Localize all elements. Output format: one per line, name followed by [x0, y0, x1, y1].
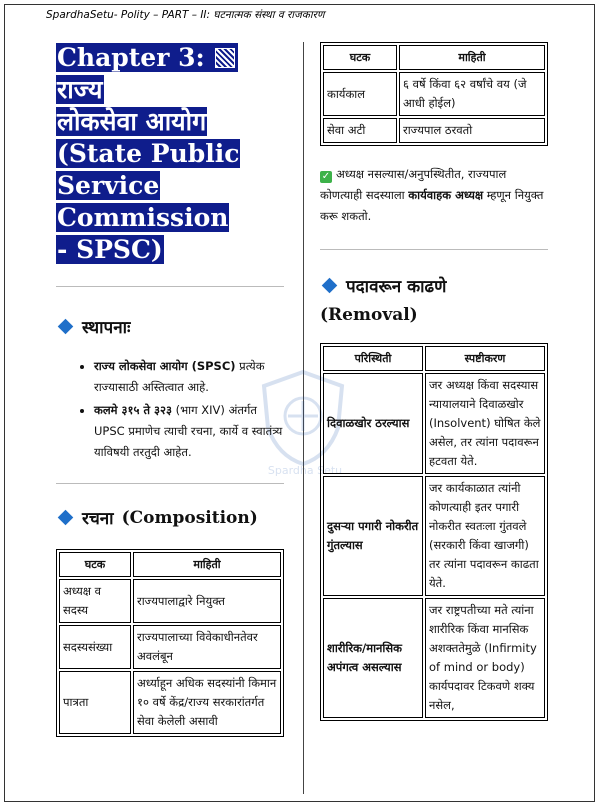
table-cell: राज्यपालाद्वारे नियुक्त	[133, 579, 281, 623]
striped-square-icon	[215, 48, 235, 68]
list-item-text: (भाग XIV) अंतर्गत UPSC प्रमाणेच त्याची रचना, कार्ये व स्वातंत्र्य याविषयी तरतुदी आहेत.	[94, 403, 283, 459]
table-cell: ६ वर्षे किंवा ६२ वर्षांचे वय (जे आधी होईल)	[399, 72, 545, 116]
watermark-text: Spardha Setu	[267, 464, 343, 477]
table-cell: अर्ध्याहून अधिक सदस्यांनी किमान १० वर्षे केंद्र/राज्य सरकारांतर्गत सेवा केलेली असावी	[133, 671, 281, 734]
table-cell: कार्यकाल	[323, 72, 397, 116]
table-row	[59, 671, 281, 734]
column-header: परिस्थिती	[323, 346, 423, 371]
chapter-title-part2: लोकसेवा आयोग	[57, 107, 207, 136]
chapter-title	[56, 42, 284, 266]
diamond-bullet-icon	[58, 319, 74, 335]
removal-heading	[320, 274, 548, 297]
note-text: अध्यक्ष नसल्यास/अनुपस्थितीत, राज्यपाल कोणत्याही सदस्याला	[320, 167, 507, 202]
column-header: माहिती	[133, 552, 281, 577]
table-cell: शारीरिक/मानसिक अपंगत्व असल्यास	[323, 598, 423, 718]
column-header: घटक	[59, 552, 131, 577]
establishment-list	[56, 356, 284, 463]
right-column	[320, 42, 548, 721]
left-column	[56, 42, 284, 737]
table-header-row	[59, 552, 281, 577]
composition-table	[56, 549, 284, 737]
chapter-title-english-3: - SPSC)	[57, 235, 163, 264]
acting-chairman-note	[320, 164, 548, 227]
table-row	[323, 72, 545, 116]
table-cell: सेवा अटी	[323, 118, 397, 143]
check-mark-icon: ✓	[321, 171, 331, 182]
column-header: माहिती	[399, 45, 545, 70]
list-item-bold: राज्य लोकसेवा आयोग (SPSC)	[94, 359, 236, 373]
table-row	[59, 625, 281, 669]
diamond-bullet-icon	[322, 278, 338, 294]
note-bold: कार्यवाहक अध्यक्ष	[408, 188, 484, 202]
removal-table	[320, 343, 548, 721]
list-item-bold: कलमे ३१५ ते ३२३	[94, 403, 172, 417]
column-header: घटक	[323, 45, 397, 70]
list-item	[94, 356, 284, 398]
section-rule	[320, 249, 548, 250]
tenure-table	[320, 42, 548, 146]
chapter-title-english-2: Service Commission	[57, 171, 229, 232]
table-cell: सदस्यसंख्या	[59, 625, 131, 669]
chapter-number: Chapter 3:	[57, 43, 205, 72]
chapter-title-english-1: (State Public	[57, 139, 240, 168]
table-cell: जर राष्ट्रपतीच्या मते त्यांना शारीरिक किंवा मानसिक अशक्ततेमुळे (Infirmity of mind or body) कार्यपदावर टिकवणे शक्य नसेल,	[425, 598, 545, 718]
composition-heading	[56, 506, 284, 529]
table-cell: पात्रता	[59, 671, 131, 734]
composition-heading-mr: रचना	[82, 509, 114, 529]
running-header: SpardhaSetu- Polity – PART – II: घटनात्मक संस्था व राजकारण	[46, 9, 325, 21]
note-tail: म्हणून नियुक्त करू शकतो.	[320, 188, 544, 223]
table-cell: दिवाळखोर ठरल्यास	[323, 373, 423, 474]
section-rule	[56, 286, 284, 287]
column-header: स्पष्टीकरण	[425, 346, 545, 371]
table-row	[323, 373, 545, 474]
table-header-row	[323, 346, 545, 371]
list-item	[94, 400, 284, 463]
removal-heading-en: (Removal)	[320, 305, 418, 325]
section-rule	[56, 483, 284, 484]
table-row	[323, 118, 545, 143]
table-cell: जर कार्यकाळात त्यांनी कोणत्याही इतर पगारी नोकरीत स्वतःला गुंतवले (सरकारी किंवा खाजगी) तर त्यांना पदावरून काढता येते.	[425, 476, 545, 596]
table-row	[323, 598, 545, 718]
establishment-heading-text: स्थापनाः	[82, 318, 131, 338]
establishment-heading	[56, 315, 284, 338]
list-item-text: प्रत्येक राज्यासाठी अस्तित्वात आहे.	[94, 359, 265, 394]
table-header-row	[323, 45, 545, 70]
table-row	[323, 476, 545, 596]
removal-heading-mr: पदावरून काढणे	[346, 277, 447, 297]
table-cell: राज्यपाल ठरवतो	[399, 118, 545, 143]
table-cell: अध्यक्ष व सदस्य	[59, 579, 131, 623]
diamond-bullet-icon	[58, 510, 74, 526]
table-cell: जर अध्यक्ष किंवा सदस्यास न्यायालयाने दिवाळखोर (Insolvent) घोषित केले असेल, तर त्यांना पदावरून हटवता येते.	[425, 373, 545, 474]
table-row	[59, 579, 281, 623]
composition-heading-en: (Composition)	[121, 507, 258, 528]
table-cell: दुसऱ्या पगारी नोकरीत गुंतल्यास	[323, 476, 423, 596]
chapter-title-part1: राज्य	[57, 75, 103, 104]
table-cell: राज्यपालाच्या विवेकाधीनतेवर अवलंबून	[133, 625, 281, 669]
